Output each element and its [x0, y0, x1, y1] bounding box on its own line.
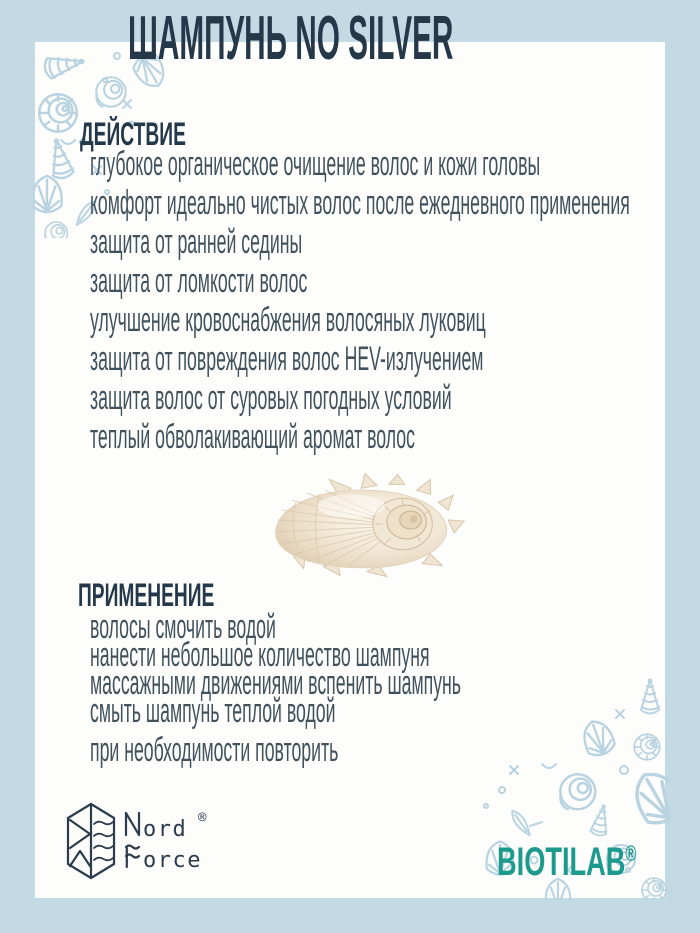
- nordforce-logo: [62, 798, 232, 888]
- action-section-heading: ДЕЙСТВИЕ: [80, 116, 186, 152]
- ring-icon: [620, 766, 628, 774]
- action-item: теплый обволакивающий аромат волос: [90, 418, 415, 456]
- scallop-shell-icon: [626, 765, 670, 830]
- application-item: при необходимости повторить: [90, 731, 339, 769]
- conch-shell-icon: [43, 51, 85, 79]
- nordforce-registered-mark: ®: [198, 810, 207, 826]
- x-mark-icon: [616, 710, 624, 718]
- scallop-shell-icon: [33, 176, 62, 212]
- nordforce-letter-f-icon: [126, 846, 139, 868]
- application-item: смыть шампунь теплой водой: [90, 692, 336, 730]
- application-item: волосы смочить водой: [90, 608, 276, 646]
- crescent-icon: [542, 764, 556, 768]
- action-item: глубокое органическое очищение волос и кожи головы: [90, 145, 541, 183]
- spiral-shell-icon: [634, 734, 660, 760]
- snail-shell-icon: [560, 774, 595, 809]
- spiral-shell-icon: [642, 878, 666, 900]
- petal-shell-icon: [509, 808, 534, 838]
- nordforce-hexagon-icon: [68, 804, 114, 878]
- ring-icon: [499, 787, 505, 793]
- biotilab-logo: [497, 835, 637, 884]
- snail-shell-icon: [96, 77, 125, 106]
- nordforce-letter-n-icon: [126, 813, 139, 835]
- action-item: защита от ломкости волос: [90, 262, 308, 300]
- action-item: защита волос от суровых погодных условий: [90, 379, 452, 417]
- dot-icon: [484, 804, 488, 808]
- ammonite-shell-icon: [39, 94, 77, 132]
- dash-icon: [530, 822, 542, 826]
- crescent-icon: [61, 140, 75, 144]
- application-item: массажными движениями вспенить шампунь: [90, 664, 462, 702]
- biotilab-label: BIOTILAB: [497, 840, 626, 884]
- x-mark-icon: [510, 766, 518, 774]
- action-list: [90, 145, 688, 457]
- action-item: улучшение кровоснабжения волосяных луковиц: [90, 301, 486, 339]
- action-item: защита от повреждения волос HEV-излучением: [90, 340, 484, 378]
- biotilab-registered-mark: ®: [625, 841, 637, 866]
- turret-shell-icon: [641, 680, 659, 714]
- application-item: нанести небольшое количество шампуня: [90, 636, 430, 674]
- snail-shell-icon: [45, 222, 67, 238]
- action-item: защита от ранней седины: [90, 223, 303, 261]
- seashell-photo: [262, 472, 470, 578]
- x-mark-icon: [123, 100, 131, 108]
- scallop-shell-icon: [579, 717, 617, 759]
- action-item: комфорт идеально чистых волос после ежедневного применения: [90, 184, 630, 222]
- page-title: ШАМПУНЬ NO SILVER: [128, 4, 454, 73]
- ring-icon: [114, 53, 120, 59]
- application-section-heading: ПРИМЕНЕНИЕ: [78, 577, 215, 613]
- nordforce-text-line1: ord: [143, 817, 188, 842]
- turret-shell-icon: [590, 804, 612, 837]
- nordforce-text-line2: orce: [143, 848, 202, 873]
